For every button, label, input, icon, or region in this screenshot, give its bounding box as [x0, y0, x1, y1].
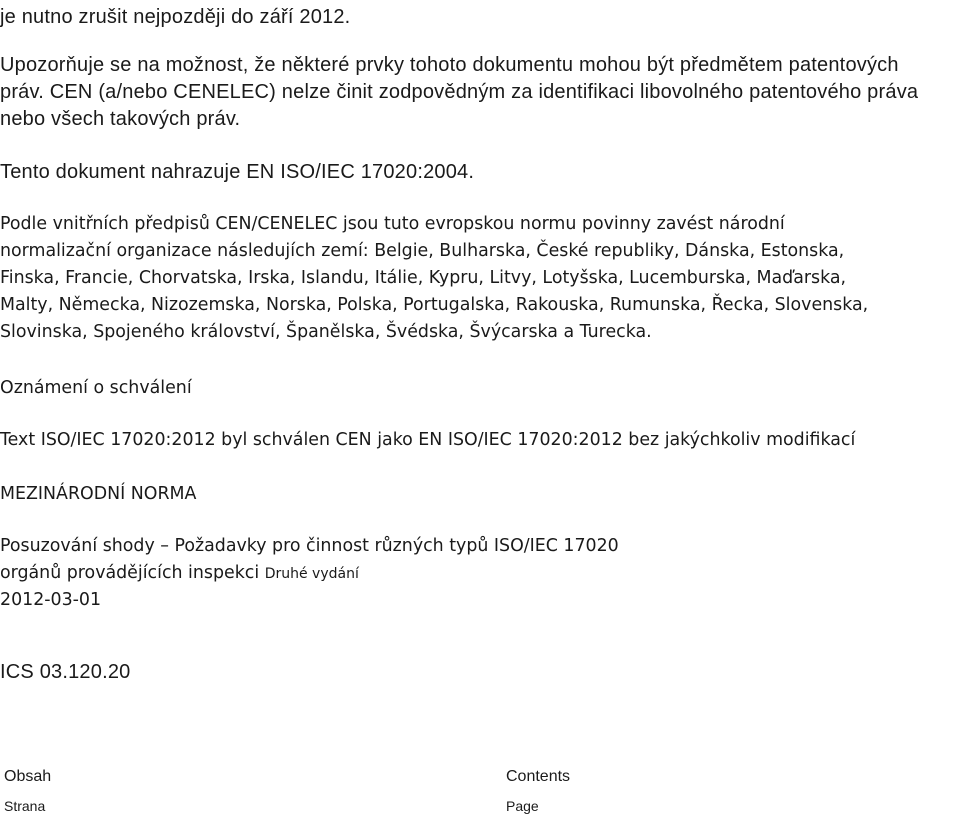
approval-heading: Oznámení o schválení — [0, 378, 192, 398]
ics-code: ICS 03.120.20 — [0, 661, 131, 683]
replaces-notice: Tento dokument nahrazuje EN ISO/IEC 17020:2004. — [0, 161, 475, 183]
doc-title-line-1: Posuzování shody – Požadavky pro činnost různých typů ISO/IEC 17020 — [0, 536, 619, 556]
cen-line-3: Finska, Francie, Chorvatska, Irska, Islandu, Itálie, Kypru, Litvy, Lotyšska, Lucemburska, Maďarska, — [0, 268, 847, 288]
contents-heading-cs: Obsah — [4, 768, 52, 785]
contents-left-column — [4, 766, 51, 816]
intro-tail: je nutno zrušit nejpozději do září 2012. — [0, 6, 351, 28]
patent-line-3: nebo všech takových práv. — [0, 108, 241, 130]
approval-text: Text ISO/IEC 17020:2012 byl schválen CEN jako EN ISO/IEC 17020:2012 bez jakýchkoliv modifikací — [0, 430, 856, 450]
page-label-en: Page — [506, 798, 539, 814]
publication-date: 2012-03-01 — [0, 590, 102, 610]
patent-line-2: práv. CEN (a/nebo CENELEC) nelze činit zodpovědným za identifikaci libovolného patentového práva — [0, 81, 919, 103]
contents-heading-en: Contents — [506, 768, 571, 785]
cen-line-4: Malty, Německa, Nizozemska, Norska, Polska, Portugalska, Rakouska, Rumunska, Řecka, Slovenska, — [0, 295, 869, 315]
contents-right-column — [506, 766, 570, 816]
norm-type: MEZINÁRODNÍ NORMA — [0, 484, 197, 504]
page-label-cs: Strana — [4, 798, 46, 814]
edition: Druhé vydání — [264, 566, 359, 582]
doc-title-line-2-text: orgánů provádějících inspekci — [0, 563, 260, 583]
cen-line-1: Podle vnitřních předpisů CEN/CENELEC jsou tuto evropskou normu povinny zavést národní — [0, 214, 785, 234]
cen-line-2: normalizační organizace následujích zemí: Belgie, Bulharska, České republiky, Dánska, Estonska, — [0, 241, 845, 261]
contents-header — [0, 766, 960, 816]
cen-line-5: Slovinska, Spojeného království, Španělska, Švédska, Švýcarska a Turecka. — [0, 322, 652, 342]
patent-line-1: Upozorňuje se na možnost, že některé prvky tohoto dokumentu mohou být předmětem patentových — [0, 54, 899, 76]
